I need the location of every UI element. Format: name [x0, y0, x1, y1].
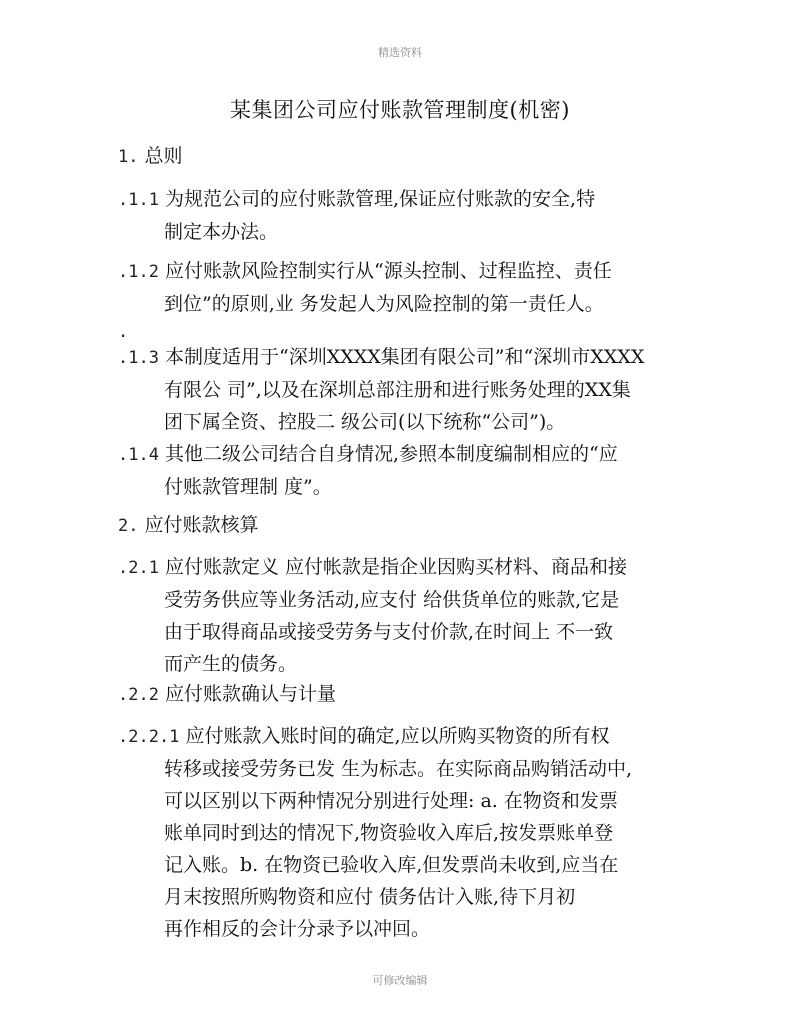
document-title: 某集团公司应付账款管理制度(机密): [230, 98, 570, 122]
section-heading-text: 应付账款核算: [138, 514, 259, 536]
clause-number: .1.3: [118, 348, 159, 368]
clause-line: 月末按照所购物资和应付 债务估计入账,待下月初: [164, 886, 576, 908]
clause-line: 再作相反的会计分录予以冲回。: [164, 918, 431, 940]
clause-2-2: [118, 678, 698, 711]
clause-1-1: [118, 183, 698, 248]
clause-line: 团下属全资、控股二 级公司(以下统称“公司”)。: [164, 411, 566, 433]
clause-number: .1.1: [118, 190, 159, 210]
clause-2-2-1: [118, 720, 698, 945]
section-1-heading: [118, 140, 698, 173]
clause-line: 应付账款入账时间的确定,应以所购买物资的所有权: [179, 725, 610, 747]
clause-line: 应付账款风险控制实行从“源头控制、过程监控、责任: [158, 260, 612, 282]
clause-line: 有限公 司”,以及在深圳总部注册和进行账务处理的XX集: [164, 379, 631, 401]
clause-line: 付账款管理制 度”。: [164, 476, 332, 498]
section-heading-text: 总则: [138, 145, 183, 167]
clause-1-4: [118, 438, 698, 503]
clause-line: 本制度适用于“深圳XXXX集团有限公司”和“深圳市XXXX: [158, 346, 645, 368]
clause-line: 转移或接受劳务已发 生为标志。在实际商品购销活动中,: [164, 758, 633, 780]
page-header: 精选资料: [378, 46, 422, 59]
clause-line: 记入账。b. 在物资已验收入库,但发票尚未收到,应当在: [164, 854, 619, 876]
clause-line: 可以区别以下两种情况分别进行处理: a. 在物资和发票: [164, 790, 618, 812]
clause-number: .2.2: [118, 685, 159, 705]
clause-line: 账单同时到达的情况下,物资验收入库后,按发票账单登: [164, 822, 614, 844]
clause-number: .1.2: [118, 262, 159, 282]
clause-1-2: [118, 255, 698, 320]
clause-heading-text: 应付账款确认与计量: [158, 683, 336, 705]
clause-line: 到位”的原则,业 务发起人为风险控制的第一责任人。: [164, 293, 604, 315]
clause-1-3: [118, 341, 698, 438]
clause-number: .2.2.1: [118, 727, 180, 747]
clause-line: 受劳务供应等业务活动,应支付 给供货单位的账款,它是: [164, 589, 620, 611]
clause-line: 为规范公司的应付账款管理,保证应付账款的安全,特: [158, 188, 596, 210]
clause-line: 制定本办法。: [164, 221, 279, 243]
clause-line: 其他二级公司结合自身情况,参照本制度编制相应的“应: [158, 443, 618, 465]
stray-dot: .: [118, 322, 129, 342]
page-footer: 可修改编辑: [372, 974, 428, 987]
section-2-heading: [118, 509, 698, 542]
section-number: 2.: [118, 516, 139, 536]
clause-line: 由于取得商品或接受劳务与支付价款,在时间上 不一致: [164, 621, 614, 643]
clause-number: .2.1: [118, 558, 159, 578]
section-number: 1.: [118, 147, 139, 167]
clause-line: 应付账款定义 应付帐款是指企业因购买材料、商品和接: [158, 556, 628, 578]
clause-2-1: [118, 551, 698, 680]
clause-number: .1.4: [118, 445, 159, 465]
clause-line: 而产生的债务。: [164, 653, 298, 675]
